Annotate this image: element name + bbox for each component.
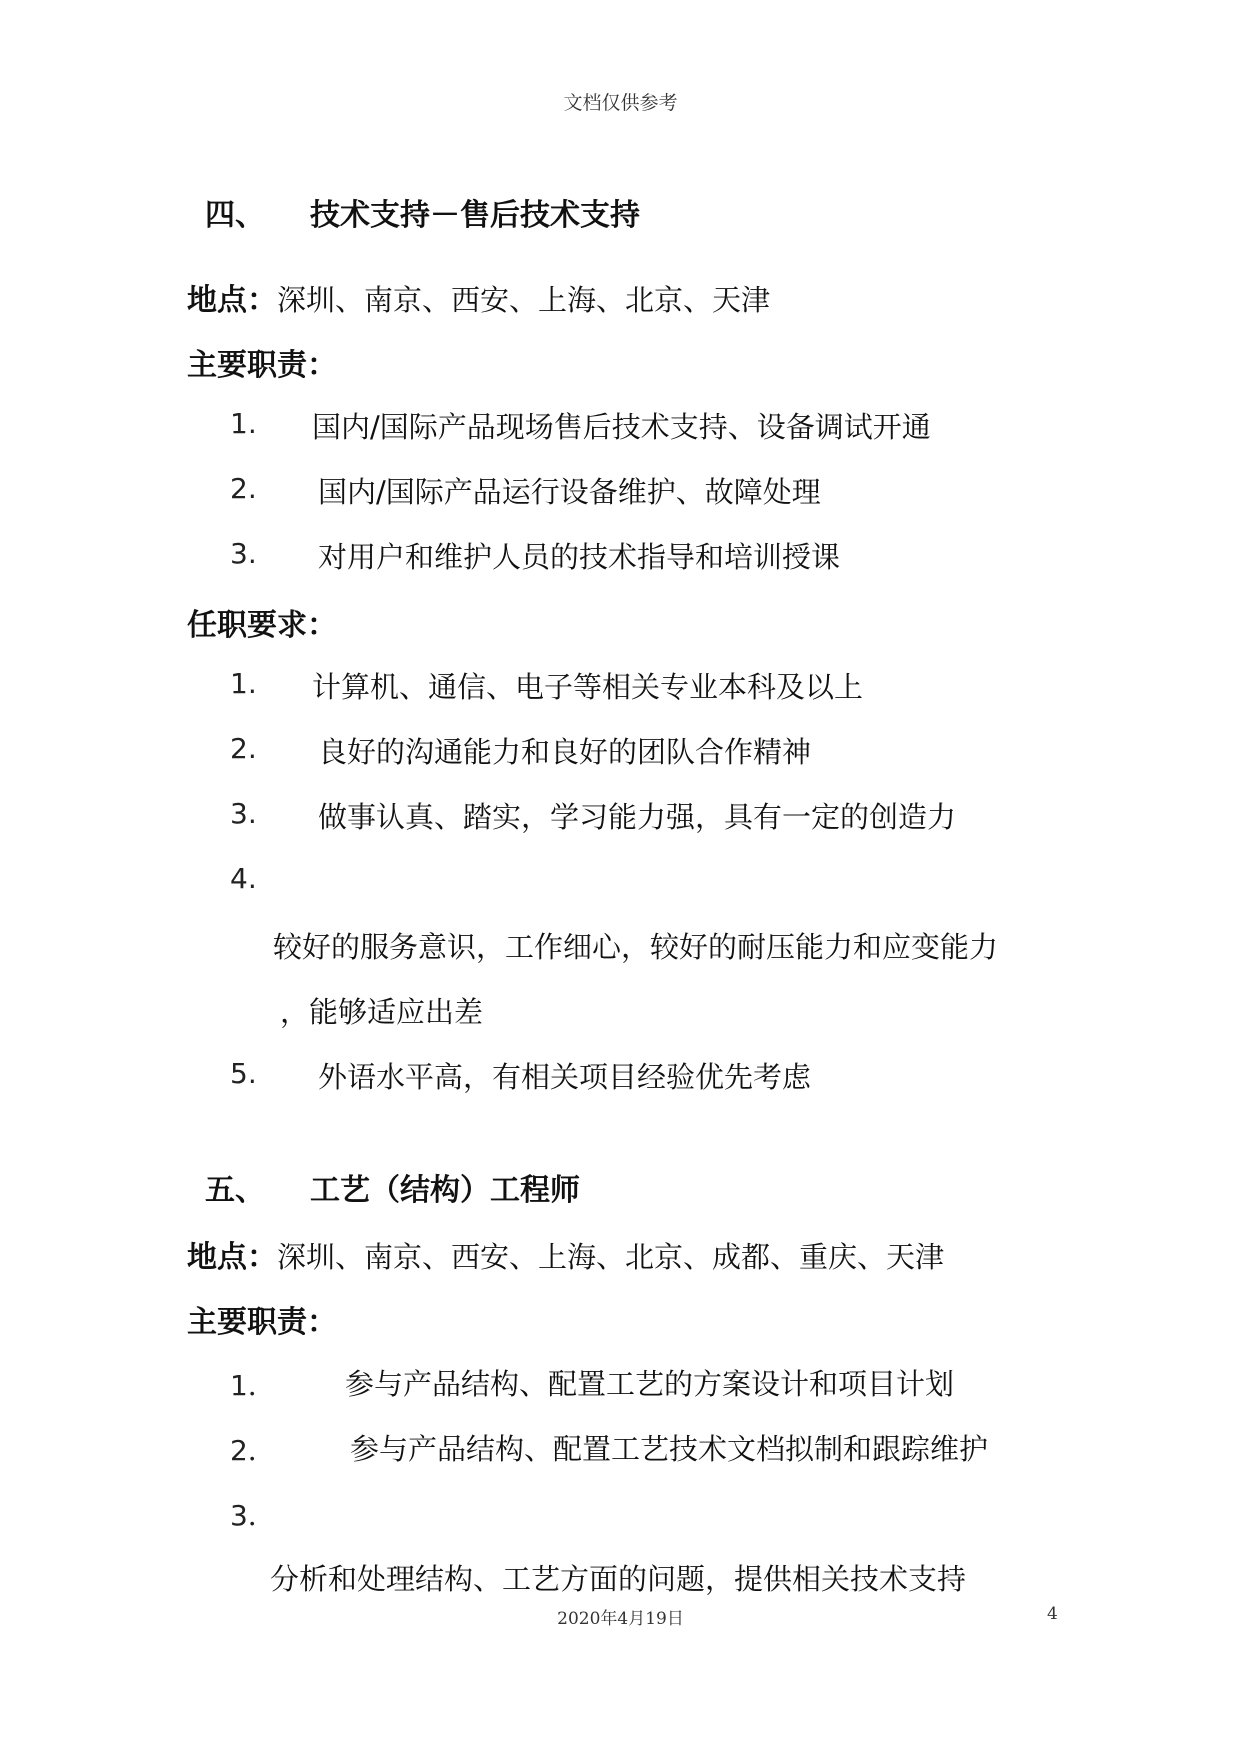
duty-2-number: 2. xyxy=(230,472,257,505)
s5-duty-2-number: 2． xyxy=(230,1434,276,1467)
section-5-number: 五、 xyxy=(205,1173,265,1208)
req-2-number: 2. xyxy=(230,732,257,765)
req-4-text-line1: 较好的服务意识，工作细心，较好的耐压能力和应变能力 xyxy=(273,930,999,964)
section-4-duties-label: 主要职责： xyxy=(187,348,337,383)
section-4-title: 技术支持－售后技术支持 xyxy=(310,198,640,233)
page-number: 4 xyxy=(1047,1604,1058,1624)
req-4-number: 4. xyxy=(230,862,257,895)
req-5-text: 外语水平高，有相关项目经验优先考虑 xyxy=(318,1060,812,1094)
section-5-duties-label: 主要职责： xyxy=(187,1305,337,1340)
location-value: 深圳、南京、西安、上海、北京、成都、重庆、天津 xyxy=(277,1240,945,1274)
s5-duty-1-text: 参与产品结构、配置工艺的方案设计和项目计划 xyxy=(345,1367,955,1401)
section-4-requirements-label: 任职要求： xyxy=(187,608,337,643)
page-header: 文档仅供参考 xyxy=(563,92,678,114)
req-1-number: 1. xyxy=(230,667,257,700)
duty-1-text: 国内/国际产品现场售后技术支持、设备调试开通 xyxy=(312,410,931,444)
s5-duty-2-text: 参与产品结构、配置工艺技术文档拟制和跟踪维护 xyxy=(350,1432,989,1466)
req-3-text: 做事认真、踏实，学习能力强，具有一定的创造力 xyxy=(318,800,957,834)
s5-duty-3-text: 分析和处理结构、工艺方面的问题，提供相关技术支持 xyxy=(270,1562,967,1596)
location-value: 深圳、南京、西安、上海、北京、天津 xyxy=(277,283,771,317)
req-4-text-line2: ，能够适应出差 xyxy=(280,995,484,1029)
page-footer-date: 2020年4月19日 xyxy=(557,1609,684,1629)
req-5-number: 5. xyxy=(230,1057,257,1090)
s5-duty-1-number: 1． xyxy=(230,1369,276,1402)
location-label: 地点： xyxy=(187,1240,277,1275)
req-2-text: 良好的沟通能力和良好的团队合作精神 xyxy=(318,735,812,769)
duty-3-number: 3. xyxy=(230,537,257,570)
duty-3-text: 对用户和维护人员的技术指导和培训授课 xyxy=(318,540,841,574)
s5-duty-3-number: 3． xyxy=(230,1499,276,1532)
section-5-location xyxy=(187,1232,944,1276)
section-4-number: 四、 xyxy=(205,198,265,233)
duty-1-number: 1. xyxy=(230,407,257,440)
location-label: 地点： xyxy=(187,283,277,318)
duty-2-text: 国内/国际产品运行设备维护、故障处理 xyxy=(318,475,821,509)
section-5-title: 工艺（结构）工程师 xyxy=(310,1173,580,1208)
req-3-number: 3. xyxy=(230,797,257,830)
req-1-text: 计算机、通信、电子等相关专业本科及以上 xyxy=(312,670,864,704)
section-4-location xyxy=(187,275,770,319)
